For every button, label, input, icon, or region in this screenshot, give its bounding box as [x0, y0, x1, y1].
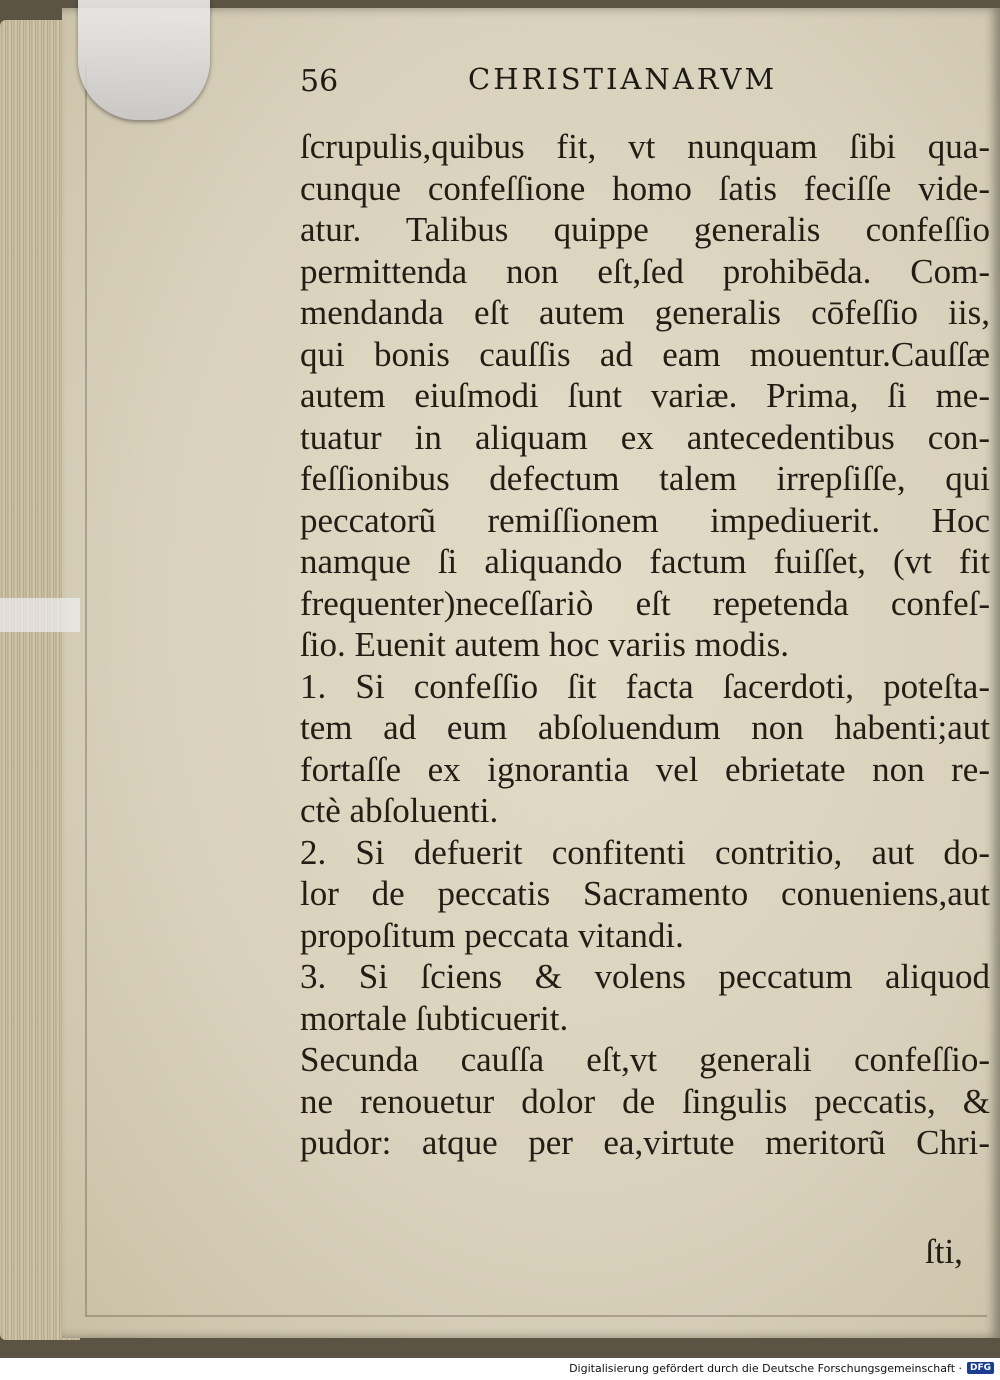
text-line: peccatorũ remiſſionem impediuerit. Hoc	[300, 500, 990, 540]
text-line: ctè abſoluenti.	[300, 791, 499, 830]
text-line: namque ſi aliquando factum fuiſſet, (vt fit	[300, 542, 990, 581]
text-line: 3. Si ſciens & volens peccatum aliquod	[300, 957, 990, 996]
text-line: propoſitum peccata vitandi.	[300, 915, 684, 955]
text-line: ſcrupulis,quibus fit, vt nunquam ſibi qua-	[300, 127, 990, 166]
text-line: ſio. Euenit autem hoc variis modis.	[300, 625, 789, 664]
text-line: mortale ſubticuerit.	[300, 998, 569, 1038]
text-line: permittenda non eſt,ſed prohibēda. Com-	[300, 251, 990, 291]
text-line: fortaſſe ex ignorantia vel ebrietate non re-	[300, 749, 990, 789]
text-line: atur. Talibus quippe generalis confeſſio	[300, 210, 990, 249]
text-line: tem ad eum abſoluendum non habenti;aut	[300, 708, 990, 747]
catchword: ſti,	[925, 1232, 963, 1271]
text-line: pudor: atque per ea,virtute meritorũ Chri-	[300, 1123, 990, 1162]
text-line: cunque confeſſione homo ſatis feciſſe vide-	[300, 168, 990, 208]
body-text	[300, 126, 990, 1164]
text-line: frequenter)neceſſariò eſt repetenda confeſ-	[300, 583, 990, 623]
text-line: ne renouetur dolor de ſingulis peccatis, &	[300, 1081, 990, 1121]
page-number: 56	[300, 64, 339, 99]
funding-credit: Digitalisierung gefördert durch die Deutsche Forschungsgemeinschaft ·	[569, 1362, 962, 1375]
text-line: feſſionibus defectum talem irrepſiſſe, qui	[300, 459, 990, 498]
text-line: Secunda cauſſa eſt,vt generali confeſſio-	[300, 1040, 990, 1079]
text-line: lor de peccatis Sacramento conueniens,aut	[300, 874, 990, 913]
text-line: tuatur in aliquam ex antecedentibus con-	[300, 417, 990, 457]
running-head: CHRISTIANARVM	[468, 62, 778, 96]
tape-strip	[0, 598, 80, 632]
page-holder-clip	[78, 0, 210, 120]
text-line: autem eiuſmodi ſunt variæ. Prima, ſi me-	[300, 376, 990, 415]
text-line: 1. Si confeſſio ſit facta ſacerdoti, poteſta-	[300, 666, 990, 706]
text-line: mendanda eſt autem generalis cōfeſſio iis,	[300, 293, 990, 332]
text-line: qui bonis cauſſis ad eam mouentur.Cauſſæ	[300, 334, 990, 374]
dfg-logo: DFG	[967, 1362, 994, 1374]
text-line: 2. Si defuerit confitenti contritio, aut do-	[300, 832, 990, 872]
